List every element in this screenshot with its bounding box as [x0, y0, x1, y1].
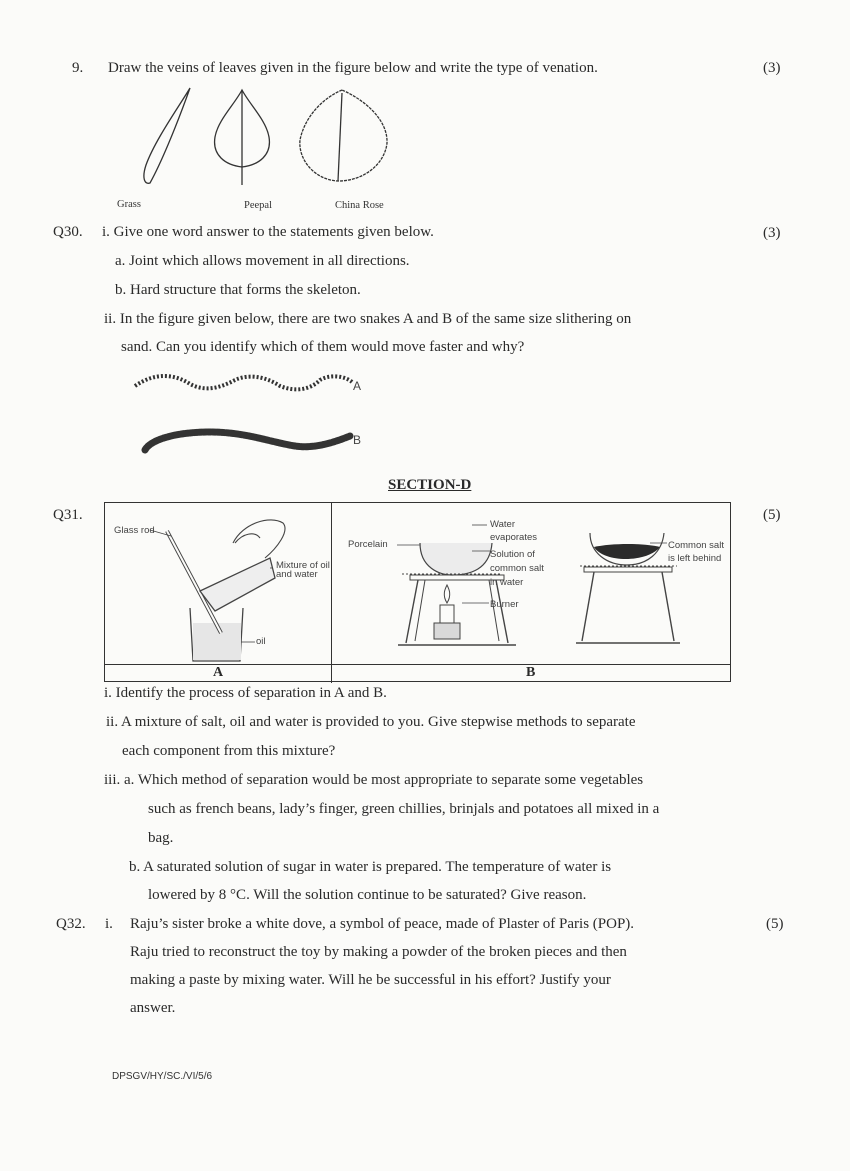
leaves-figure — [130, 85, 400, 190]
q32-line4: answer. — [130, 1000, 176, 1016]
label-glass-rod: Glass rod — [114, 525, 155, 536]
figure-label-b: B — [526, 665, 536, 680]
label-solution-3: in water — [490, 577, 524, 588]
label-porcelain: Porcelain — [348, 539, 388, 550]
q29-number: 9. — [72, 60, 84, 76]
q31-ii-line1: ii. A mixture of salt, oil and water is provided to you. Give stepwise methods to separate — [106, 714, 636, 730]
grass-leaf — [144, 88, 190, 183]
q30-ii-line2: sand. Can you identify which of them would move faster and why? — [121, 339, 525, 355]
burner — [434, 623, 460, 639]
q30-b: b. Hard structure that forms the skeleton. — [115, 282, 361, 298]
label-solution-1: Solution of — [490, 549, 535, 560]
q31-iiia-line2: such as french beans, lady’s finger, green chillies, brinjals and potatoes all mixed in a — [148, 801, 660, 817]
label-mixture-1: Mixture of oil — [276, 560, 330, 571]
leaf-label-china-rose: China Rose — [335, 200, 384, 211]
label-salt-2: is left behind — [668, 553, 722, 564]
q31-iiia-line1: iii. a. Which method of separation would be most appropriate to separate some vegetables — [104, 772, 644, 788]
footer-code: DPSGV/HY/SC./VI/5/6 — [112, 1071, 213, 1082]
label-oil: oil — [256, 636, 266, 647]
label-salt-1: Common salt — [668, 540, 724, 551]
leaf-label-grass: Grass — [117, 199, 141, 210]
flame — [444, 585, 449, 603]
label-water-2: evaporates — [490, 532, 538, 543]
hand — [233, 520, 285, 558]
q30-number: Q30. — [53, 224, 83, 240]
pouring-vessel — [200, 558, 275, 611]
evaporation-apparatus — [332, 503, 730, 663]
q32-i-label: i. — [105, 916, 113, 932]
q30-a: a. Joint which allows movement in all directions. — [115, 253, 410, 269]
label-solution-2: common salt — [490, 563, 544, 574]
figure-label-a: A — [213, 665, 224, 680]
q31-iiia-line3: bag. — [148, 830, 174, 846]
q32-marks: (5) — [766, 916, 784, 932]
q29-marks: (3) — [763, 60, 781, 76]
row-divider — [105, 664, 730, 665]
snakes-figure — [130, 370, 360, 460]
q32-line2: Raju tried to reconstruct the toy by making a powder of the broken pieces and then — [130, 944, 627, 960]
q31-ii-line2: each component from this mixture? — [122, 743, 336, 759]
q31-number: Q31. — [53, 507, 83, 523]
snake-a-label: A — [353, 379, 362, 393]
label-burner: Burner — [490, 599, 519, 610]
q30-i: i. Give one word answer to the statements given below. — [102, 224, 434, 240]
china-rose-leaf — [300, 90, 387, 181]
q29-text: Draw the veins of leaves given in the figure below and write the type of venation. — [108, 60, 598, 76]
snake-a — [135, 376, 352, 389]
leaf-label-peepal: Peepal — [244, 200, 272, 211]
q31-i: i. Identify the process of separation in A and B. — [104, 685, 387, 701]
porcelain-dish — [420, 543, 492, 575]
label-mixture-2: and water — [276, 569, 318, 580]
q31-iiib-line1: b. A saturated solution of sugar in water is prepared. The temperature of water is — [129, 859, 612, 875]
q30-ii-line1: ii. In the figure given below, there are two snakes A and B of the same size slithering on — [104, 311, 632, 327]
section-d-heading: SECTION-D — [388, 477, 472, 493]
q31-iiib-line2: lowered by 8 °C. Will the solution continue to be saturated? Give reason. — [148, 887, 587, 903]
q31-marks: (5) — [763, 507, 781, 523]
q32-line1: Raju’s sister broke a white dove, a symbol of peace, made of Plaster of Paris (POP). — [130, 916, 635, 932]
q32-line3: making a paste by mixing water. Will he be successful in his effort? Justify your — [130, 972, 611, 988]
label-water-1: Water — [490, 519, 515, 530]
snake-b — [145, 432, 350, 450]
snake-b-label: B — [353, 433, 362, 447]
q30-marks: (3) — [763, 225, 781, 241]
q32-number: Q32. — [56, 916, 86, 932]
